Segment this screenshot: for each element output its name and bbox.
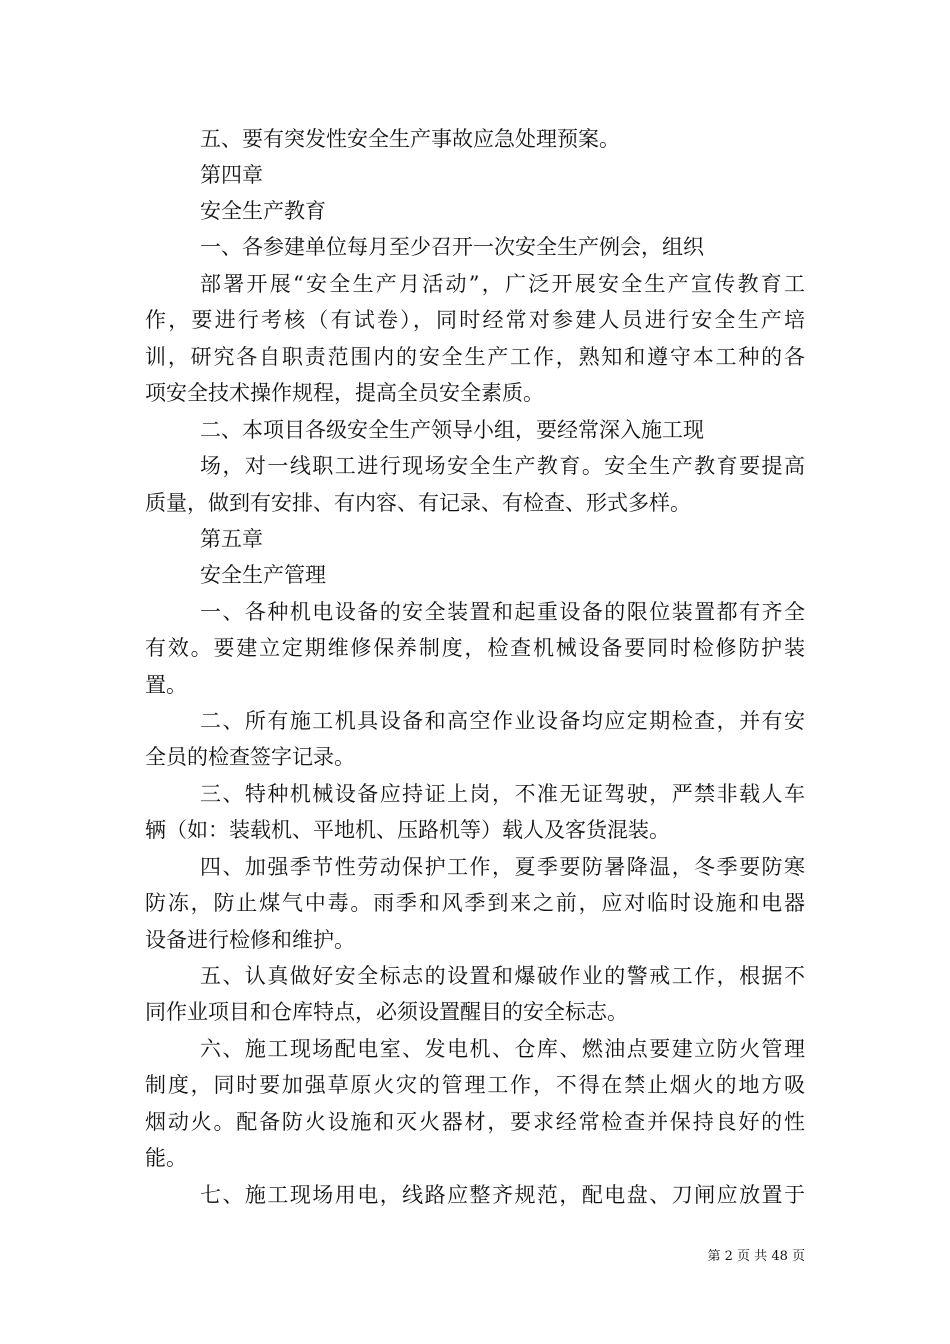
text-line: 四、加强季节性劳动保护工作，夏季要防暑降温，冬季要防寒 (200, 855, 805, 879)
text-line: 能。 (145, 1146, 187, 1170)
text-line: 同作业项目和仓库特点，必须设置醒目的安全标志。 (145, 1000, 628, 1024)
text-line: 五、要有突发性安全生产事故应急处理预案。 (200, 127, 620, 151)
text-line: 制度，同时要加强草原火灾的管理工作，不得在禁止烟火的地方吸 (145, 1073, 805, 1097)
text-line: 一、各参建单位每月至少召开一次安全生产例会，组织 (200, 235, 704, 259)
text-line: 一、各种机电设备的安全装置和起重设备的限位装置都有齐全 (200, 600, 805, 624)
text-line: 作，要进行考核（有试卷），同时经常对参建人员进行安全生产培 (145, 308, 805, 332)
chapter-heading: 第四章 (200, 163, 263, 187)
text-line: 六、施工现场配电室、发电机、仓库、燃油点要建立防火管理 (200, 1037, 805, 1061)
text-line: 烟动火。配备防火设施和灭火器材，要求经常检查并保持良好的性 (145, 1110, 805, 1134)
text-line: 三、特种机械设备应持证上岗，不准无证驾驶，严禁非载人车 (200, 782, 805, 806)
text-line: 设备进行检修和维护。 (145, 928, 355, 952)
text-line: 七、施工现场用电，线路应整齐规范，配电盘、刀闸应放置于 (200, 1183, 805, 1207)
text-line: 防冻，防止煤气中毒。雨季和风季到来之前，应对临时设施和电器 (145, 891, 805, 915)
text-line: 置。 (145, 673, 187, 697)
text-line: 部署开展“安全生产月活动”，广泛开展安全生产宣传教育工 (200, 272, 805, 296)
text-line: 二、本项目各级安全生产领导小组，要经常深入施工现 (200, 418, 704, 442)
page-number-footer: 第 2 页 共 48 页 (707, 1249, 805, 1264)
text-line: 辆（如：装载机、平地机、压路机等）载人及客货混装。 (145, 818, 670, 842)
text-line: 全员的检查签字记录。 (145, 745, 355, 769)
text-line: 有效。要建立定期维修保养制度，检查机械设备要同时检修防护装 (145, 636, 805, 660)
chapter-title: 安全生产管理 (200, 563, 326, 587)
chapter-heading: 第五章 (200, 527, 263, 551)
text-line: 五、认真做好安全标志的设置和爆破作业的警戒工作，根据不 (200, 964, 805, 988)
text-line: 训，研究各自职责范围内的安全生产工作，熟知和遵守本工种的各 (145, 345, 805, 369)
text-line: 二、所有施工机具设备和高空作业设备均应定期检查，并有安 (200, 709, 805, 733)
text-line: 质量，做到有安排、有内容、有记录、有检查、形式多样。 (145, 491, 691, 515)
chapter-title: 安全生产教育 (200, 199, 326, 223)
text-line: 场，对一线职工进行现场安全生产教育。安全生产教育要提高 (200, 454, 805, 478)
text-line: 项安全技术操作规程，提高全员安全素质。 (145, 381, 544, 405)
